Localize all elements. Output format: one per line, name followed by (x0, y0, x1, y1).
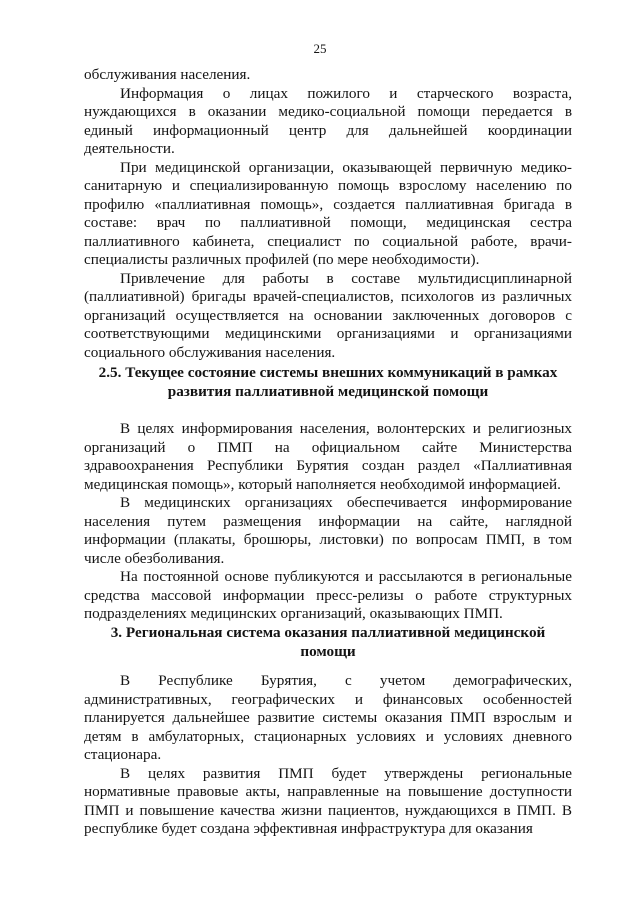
paragraph: Привлечение для работы в составе мультидисциплинарной (паллиативной) бригады врачей-специалистов, психологов из различных организаций осуществляется на основании заключенных договоров с соответствующими медицинскими организациями и организациями социального обслуживания населения. (84, 269, 572, 361)
paragraph: В Республике Бурятия, с учетом демографических, административных, географических и финансовых особенностей планируется дальнейшее развитие системы оказания ПМП взрослым и детям в амбулаторных, стационарных условиях и условиях дневного стационара. (84, 672, 572, 763)
page-number: 25 (313, 41, 327, 56)
section-heading-2-5: 2.5. Текущее состояние системы внешних коммуникаций в рамках развития паллиативной медицинской помощи (98, 364, 558, 400)
paragraph: Информация о лицах пожилого и старческого возраста, нуждающихся в оказании медико-социальной помощи передается в единый информационный центр для дальнейшей координации деятельности. (84, 84, 572, 157)
text-block-3 (84, 672, 572, 839)
paragraph: На постоянной основе публикуются и рассылаются в региональные средства массовой информации пресс-релизы о работе структурных подразделениях медицинских организаций, оказывающих ПМП. (84, 568, 572, 622)
paragraph: В целях развития ПМП будет утверждены региональные нормативные правовые акты, направленные на повышение доступности ПМП и повышение качества жизни пациентов, нуждающихся в ПМП. В республике будет создана эффективная инфраструктура для оказания (84, 764, 572, 837)
paragraph: В целях информирования населения, волонтерских и религиозных организаций о ПМП на официальном сайте Министерства здравоохранения Республики Бурятия создан раздел «Паллиативная медицинская помощь», который наполняется необходимой информацией. (84, 420, 572, 493)
paragraph: обслуживания населения. (84, 66, 251, 83)
section-heading-3: 3. Региональная система оказания паллиативной медицинской помощи (110, 624, 546, 660)
paragraph: В медицинских организациях обеспечивается информирование населения путем размещения информации на сайте, наглядной информации (плакаты, брошюры, листовки) по вопросам ПМП, в том числе обезболивания. (84, 494, 572, 567)
paragraph: При медицинской организации, оказывающей первичную медико-санитарную и специализированную помощь взрослому населению по профилю «паллиативная помощь», создается паллиативная бригада в составе: врач по паллиативной помощи, медицинская сестра паллиативного кабинета, специалист по социальной работе, врачи-специалисты различных профилей (по мере необходимости). (84, 158, 572, 268)
text-block-2 (84, 420, 572, 624)
text-block-1 (84, 66, 572, 362)
